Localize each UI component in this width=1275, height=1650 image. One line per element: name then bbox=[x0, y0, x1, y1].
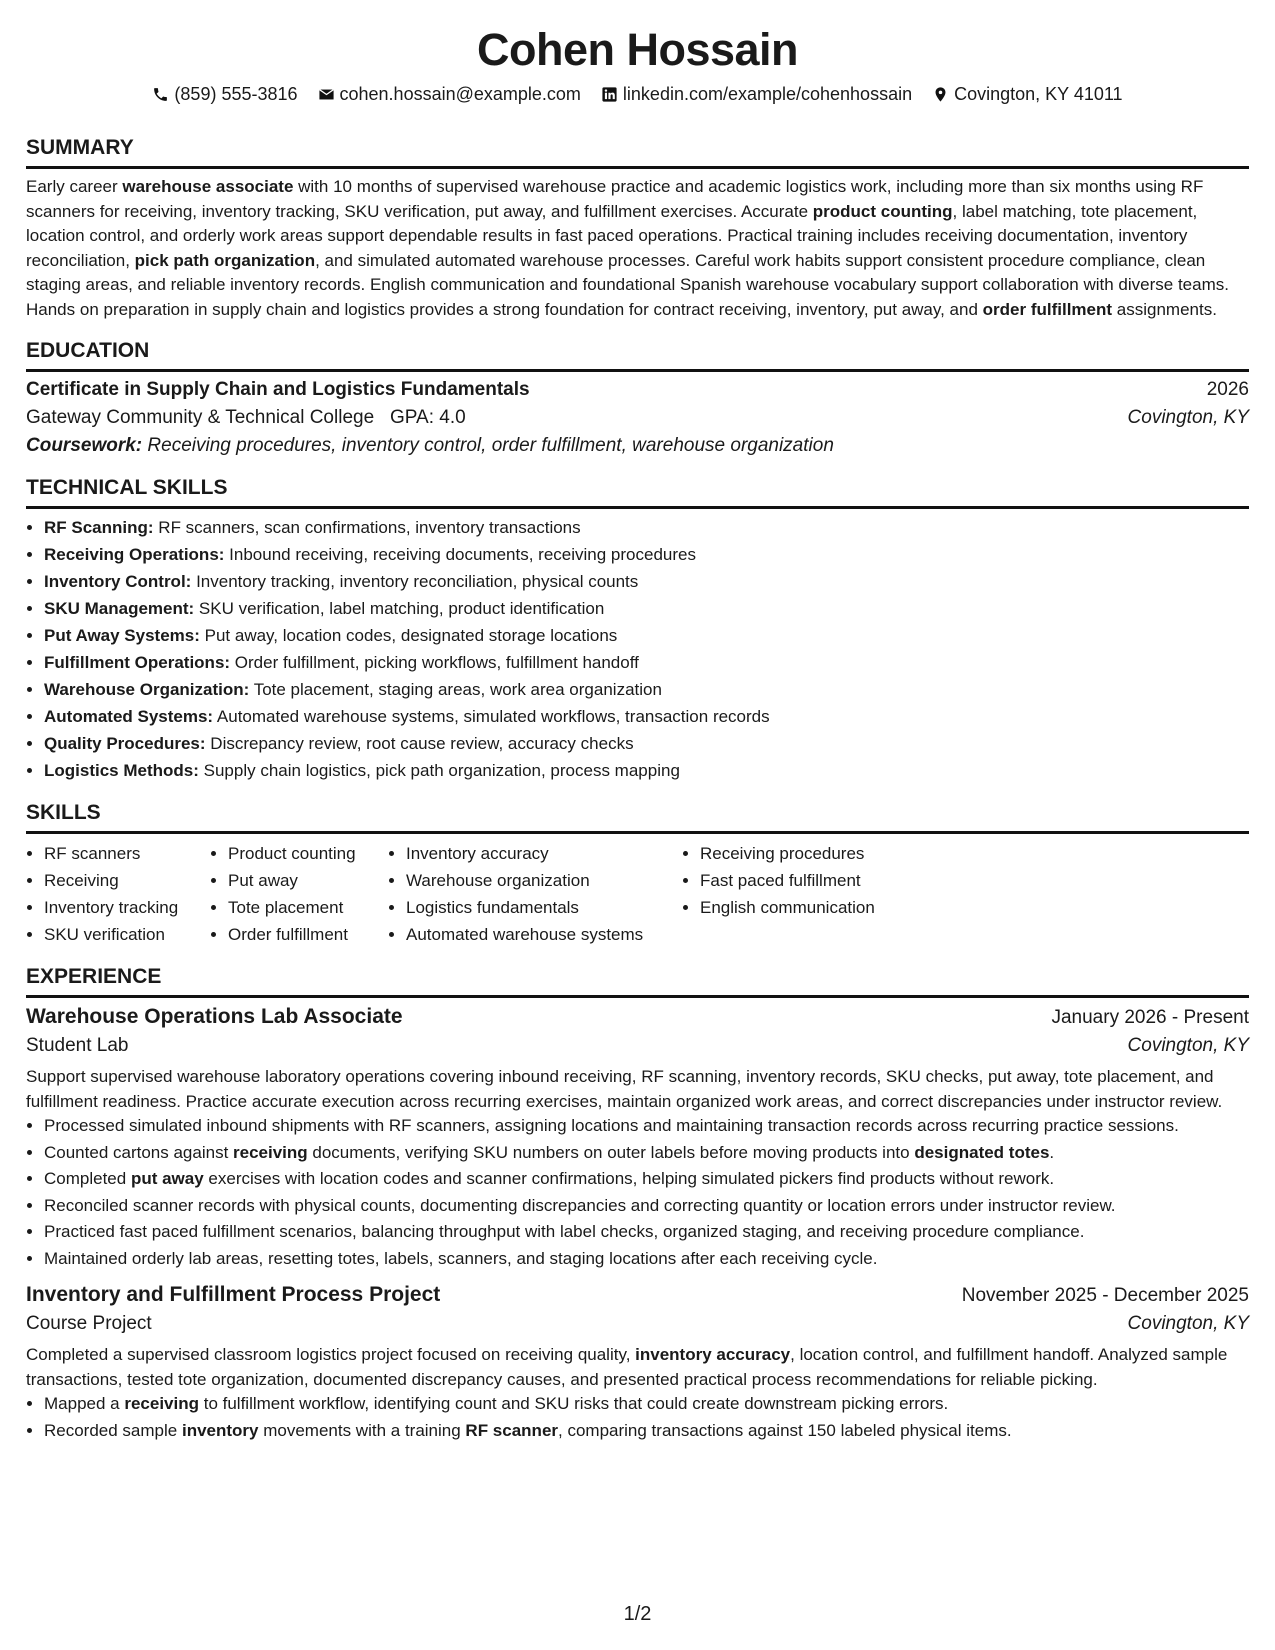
job-header bbox=[26, 1283, 1249, 1307]
job-bullets bbox=[26, 1114, 1249, 1271]
bullet-part: Mapped a bbox=[44, 1394, 125, 1413]
job-description: Support supervised warehouse laboratory operations covering inbound receiving, RF scanning, inventory records, SKU checks, put away, tote placement, and fulfillment readiness. Practice accurate execution across recurring exercises, maintain organized work areas, and correct discrepancies under instructor review. bbox=[26, 1067, 1223, 1111]
list-item: • Inventory tracking bbox=[44, 894, 210, 921]
skill-label: SKU Management: bbox=[44, 599, 195, 618]
envelope-icon bbox=[318, 86, 335, 103]
list-item bbox=[44, 757, 1249, 784]
skills-column-4 bbox=[682, 840, 960, 948]
section-title-education: EDUCATION bbox=[26, 338, 1249, 372]
list-item bbox=[44, 1141, 1249, 1166]
list-item: • English communication bbox=[700, 894, 960, 921]
skills-section bbox=[26, 800, 1249, 948]
job-org: Student Lab bbox=[26, 1035, 129, 1056]
job-title: Inventory and Fulfillment Process Project bbox=[26, 1283, 441, 1306]
bullet-bold: designated totes bbox=[914, 1142, 1050, 1162]
list-item: • Warehouse organization bbox=[406, 867, 682, 894]
skill-label: Quality Procedures: bbox=[44, 734, 206, 753]
summary-bold: pick path organization bbox=[134, 250, 316, 270]
education-gpa: GPA: 4.0 bbox=[390, 407, 466, 428]
email-text: cohen.hossain@example.com bbox=[339, 84, 581, 104]
education-row-1 bbox=[26, 379, 1249, 401]
list-item bbox=[44, 730, 1249, 757]
skill-text: Put away, location codes, designated storage locations bbox=[199, 626, 618, 645]
skill-text: Inbound receiving, receiving documents, receiving procedures bbox=[224, 545, 696, 564]
skill-label: Put Away Systems: bbox=[44, 626, 200, 645]
desc-part: , location control, and fulfillment handoff. Analyzed sample transactions, tested tote organization, documented discrepancy causes, and presented practical process recommendations for reliable picking. bbox=[26, 1345, 1228, 1389]
education-school-line bbox=[26, 407, 466, 429]
job-description bbox=[26, 1343, 1249, 1392]
skill-text: RF scanners, scan confirmations, inventory transactions bbox=[153, 518, 581, 537]
bullet-bold: receiving bbox=[233, 1142, 308, 1162]
phone-icon bbox=[152, 86, 169, 103]
section-title-technical-skills: TECHNICAL SKILLS bbox=[26, 475, 1249, 509]
list-item: • Order fulfillment bbox=[228, 921, 388, 948]
education-location: Covington, KY bbox=[1127, 407, 1249, 428]
phone-text: (859) 555-3816 bbox=[174, 84, 298, 104]
job-header bbox=[26, 1005, 1249, 1029]
skill-label: Automated Systems: bbox=[44, 707, 214, 726]
skill-text: Tote placement, staging areas, work area organization bbox=[249, 680, 662, 699]
skill-text: Supply chain logistics, pick path organization, process mapping bbox=[198, 761, 680, 780]
job-bullets bbox=[26, 1392, 1249, 1443]
list-item: • Fast paced fulfillment bbox=[700, 867, 960, 894]
bullet-part: , comparing transactions against 150 labeled physical items. bbox=[558, 1420, 1012, 1440]
skill-text: Inventory tracking, inventory reconciliation, physical counts bbox=[191, 572, 639, 591]
location-text: Covington, KY 41011 bbox=[954, 84, 1123, 104]
skill-text: Automated warehouse systems, simulated workflows, transaction records bbox=[213, 707, 770, 726]
skill-label: RF Scanning: bbox=[44, 518, 154, 537]
bullet-part: documents, verifying SKU numbers on outer labels before moving products into bbox=[307, 1142, 915, 1162]
list-item: • SKU verification bbox=[44, 921, 210, 948]
list-item bbox=[44, 1167, 1249, 1192]
list-item: • Maintained orderly lab areas, resetting totes, labels, scanners, and staging locations after each receiving cycle. bbox=[44, 1247, 1249, 1272]
list-item: • Processed simulated inbound shipments with RF scanners, assigning locations and maintaining transaction records across recurring practice sessions. bbox=[44, 1114, 1249, 1139]
bullet-bold: put away bbox=[130, 1169, 204, 1188]
job-dates: January 2026 - Present bbox=[1051, 1007, 1249, 1028]
list-item: • Receiving bbox=[44, 867, 210, 894]
candidate-name: Cohen Hossain bbox=[476, 24, 799, 75]
summary-part: , and simulated automated warehouse processes. Careful work habits support consistent procedure compliance, clean staging areas, and reliable inventory records. English communication and foundational Spanish warehouse vocabulary support collaboration with diverse teams. Hands on preparation in supply chain and logistics provides a strong foundation for contract receiving, inventory, put away, and bbox=[26, 250, 1229, 319]
skill-label: Inventory Control: bbox=[44, 572, 192, 591]
list-item bbox=[44, 703, 1249, 730]
skills-column-1 bbox=[26, 840, 210, 948]
bullet-part: exercises with location codes and scanner confirmations, helping simulated pickers find products without rework. bbox=[203, 1169, 1055, 1188]
map-pin-icon bbox=[932, 86, 949, 103]
summary-part: Early career bbox=[26, 177, 123, 196]
list-item: • Inventory accuracy bbox=[406, 840, 682, 867]
bullet-bold: inventory bbox=[181, 1420, 259, 1440]
skills-column-2 bbox=[210, 840, 388, 948]
bullet-part: Completed bbox=[44, 1169, 131, 1188]
skill-text: SKU verification, label matching, product identification bbox=[194, 599, 605, 618]
summary-part: , label matching, tote placement, location control, and orderly work areas support dependable results in fast paced operations. Practical training includes receiving documentation, inventory reconciliation, bbox=[26, 201, 1198, 270]
contact-email[interactable] bbox=[318, 84, 581, 105]
job-subheader bbox=[26, 1313, 1249, 1335]
education-year: 2026 bbox=[1206, 379, 1249, 400]
bullet-part: to fulfillment workflow, identifying count and SKU risks that could create downstream picking errors. bbox=[199, 1394, 949, 1413]
summary-bold: order fulfillment bbox=[982, 299, 1113, 319]
linkedin-text: linkedin.com/example/cohenhossain bbox=[622, 84, 913, 104]
list-item: • Logistics fundamentals bbox=[406, 894, 682, 921]
experience-section bbox=[26, 964, 1249, 1443]
education-school: Gateway Community & Technical College bbox=[26, 407, 375, 428]
bullet-part: Counted cartons against bbox=[44, 1142, 234, 1162]
summary-text bbox=[26, 175, 1249, 322]
experience-entry-1 bbox=[26, 1005, 1249, 1271]
skill-text: Discrepancy review, root cause review, accuracy checks bbox=[205, 734, 634, 753]
bullet-part: . bbox=[1049, 1142, 1055, 1162]
list-item: • RF scanners bbox=[44, 840, 210, 867]
skills-grid bbox=[26, 840, 1249, 948]
skills-column-3 bbox=[388, 840, 682, 948]
contact-bar bbox=[26, 84, 1249, 105]
section-title-skills: SKILLS bbox=[26, 800, 1249, 834]
technical-skills-section bbox=[26, 475, 1249, 784]
list-item bbox=[44, 676, 1249, 703]
job-subheader bbox=[26, 1035, 1249, 1057]
list-item: • Practiced fast paced fulfillment scenarios, balancing throughput with label checks, organized staging, and receiving procedure compliance. bbox=[44, 1220, 1249, 1245]
skill-label: Fulfillment Operations: bbox=[44, 653, 231, 672]
skill-label: Warehouse Organization: bbox=[44, 680, 250, 699]
job-dates: November 2025 - December 2025 bbox=[961, 1285, 1249, 1306]
page-number: 1/2 bbox=[623, 1603, 652, 1625]
contact-phone[interactable] bbox=[152, 84, 297, 105]
list-item: • Receiving procedures bbox=[700, 840, 960, 867]
coursework-label: Coursework: bbox=[26, 435, 143, 456]
list-item bbox=[44, 541, 1249, 568]
list-item bbox=[44, 595, 1249, 622]
list-item: • Tote placement bbox=[228, 894, 388, 921]
experience-entry-2 bbox=[26, 1283, 1249, 1443]
linkedin-icon bbox=[601, 86, 618, 103]
job-org: Course Project bbox=[26, 1313, 152, 1334]
technical-skills-list bbox=[26, 514, 1249, 784]
skill-label: Logistics Methods: bbox=[44, 761, 199, 780]
desc-part: Completed a supervised classroom logistics project focused on receiving quality, bbox=[26, 1345, 636, 1364]
skill-label: Receiving Operations: bbox=[44, 545, 225, 564]
section-title-summary: SUMMARY bbox=[26, 135, 1249, 169]
summary-bold: warehouse associate bbox=[122, 177, 294, 196]
education-degree: Certificate in Supply Chain and Logistics Fundamentals bbox=[26, 379, 530, 400]
job-location: Covington, KY bbox=[1127, 1035, 1249, 1056]
bullet-part: Recorded sample bbox=[44, 1420, 182, 1440]
bullet-bold: RF scanner bbox=[465, 1420, 559, 1440]
education-row-2 bbox=[26, 407, 1249, 429]
job-location: Covington, KY bbox=[1127, 1313, 1249, 1334]
section-title-experience: EXPERIENCE bbox=[26, 964, 1249, 998]
list-item bbox=[44, 1392, 1249, 1417]
education-coursework bbox=[26, 435, 1249, 457]
contact-location bbox=[932, 84, 1122, 105]
summary-bold: product counting bbox=[812, 201, 953, 221]
bullet-bold: receiving bbox=[124, 1394, 199, 1413]
summary-section bbox=[26, 135, 1249, 322]
summary-part: with 10 months of supervised warehouse practice and academic logistics work, including more than six months using RF scanners for receiving, inventory tracking, SKU verification, put away, and fulfillment exercises. Accurate bbox=[26, 177, 1204, 221]
skill-text: Order fulfillment, picking workflows, fulfillment handoff bbox=[230, 653, 639, 672]
job-title: Warehouse Operations Lab Associate bbox=[26, 1005, 403, 1028]
summary-part: assignments. bbox=[1112, 299, 1217, 319]
contact-linkedin[interactable] bbox=[601, 84, 912, 105]
education-section bbox=[26, 338, 1249, 457]
coursework-text: Receiving procedures, inventory control, order fulfillment, warehouse organization bbox=[142, 435, 834, 456]
list-item bbox=[44, 568, 1249, 595]
list-item bbox=[44, 514, 1249, 541]
list-item: • Reconciled scanner records with physical counts, documenting discrepancies and correcting quantity or location errors under instructor review. bbox=[44, 1194, 1249, 1219]
list-item bbox=[44, 1419, 1249, 1444]
list-item: • Product counting bbox=[228, 840, 388, 867]
list-item: • Automated warehouse systems bbox=[406, 921, 682, 948]
list-item: • Put away bbox=[228, 867, 388, 894]
list-item bbox=[44, 622, 1249, 649]
bullet-part: movements with a training bbox=[258, 1420, 466, 1440]
desc-bold: inventory accuracy bbox=[635, 1345, 791, 1364]
list-item bbox=[44, 649, 1249, 676]
